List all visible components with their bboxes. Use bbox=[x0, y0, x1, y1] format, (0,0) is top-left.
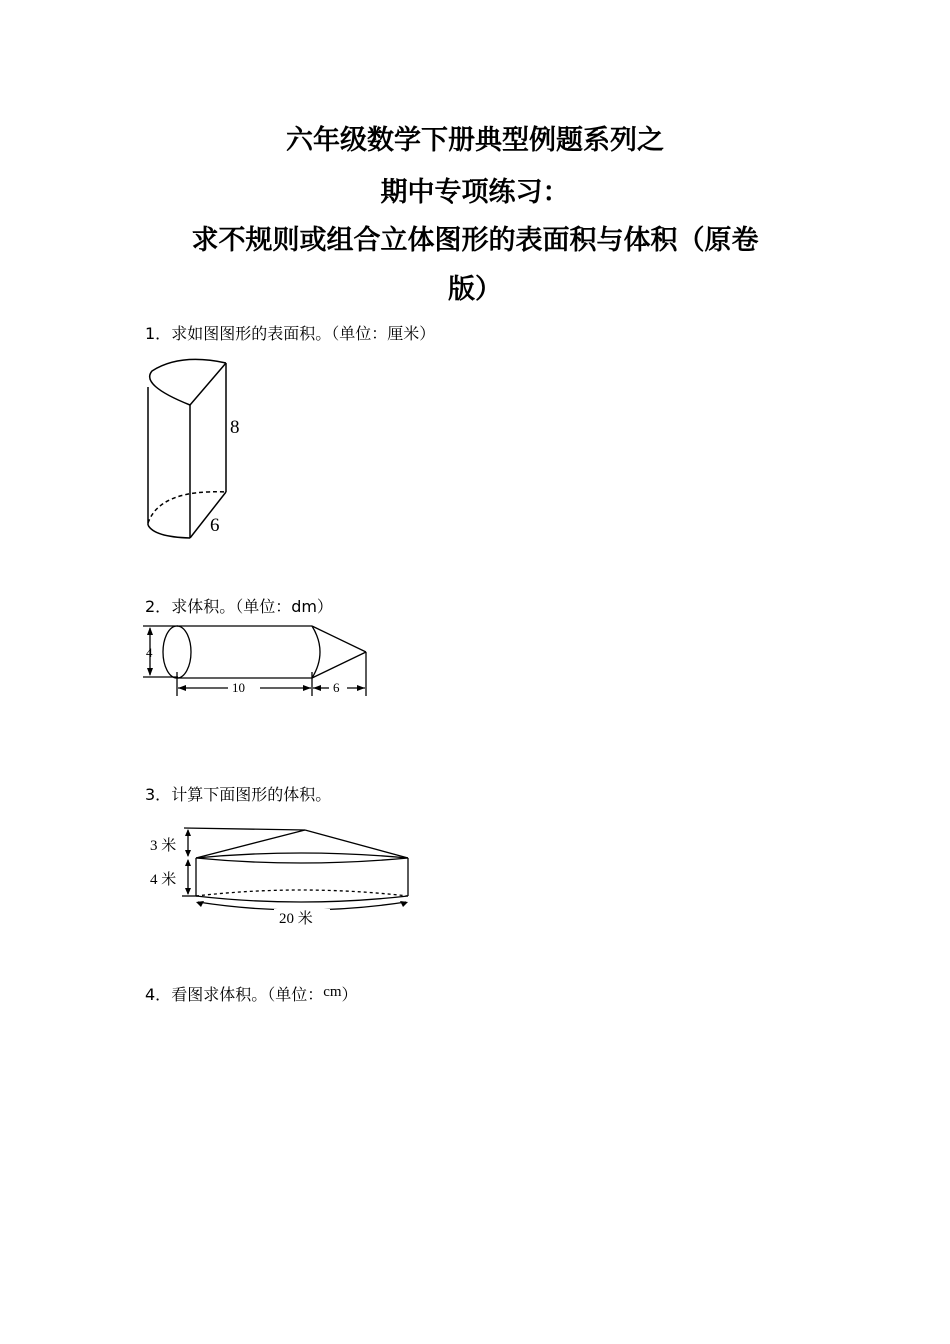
bottom-arc-front bbox=[148, 525, 190, 538]
diameter-label: 4 bbox=[146, 645, 153, 660]
cylinder-right-arc bbox=[312, 626, 320, 678]
cylinder-height-label: 4 米 bbox=[150, 872, 177, 888]
title-line-1: 六年级数学下册典型例题系列之 bbox=[286, 125, 664, 156]
arrow-up-icon bbox=[185, 829, 191, 836]
question-number: 4． bbox=[145, 985, 172, 1004]
question-close-paren: ） bbox=[341, 985, 358, 1004]
cylinder-bottom-hidden-arc bbox=[196, 890, 408, 896]
arrow-up-icon bbox=[147, 627, 153, 635]
arrow-right-icon bbox=[303, 685, 311, 691]
question-number: 2． bbox=[145, 597, 172, 616]
circumference-label: 20 米 bbox=[279, 911, 313, 927]
cylinder-bottom-front-arc bbox=[196, 896, 408, 902]
bottom-diameter bbox=[190, 492, 226, 538]
cylinder-left-face bbox=[163, 626, 191, 678]
question-text: 看图求体积。（单位： bbox=[171, 985, 324, 1004]
question-text: 求体积。（单位：dm） bbox=[171, 597, 333, 616]
cylinder-length-label: 10 bbox=[232, 680, 245, 695]
figure-half-cylinder bbox=[140, 355, 260, 550]
figure-cone-on-cylinder bbox=[140, 822, 425, 930]
arrow-right-icon bbox=[357, 685, 365, 691]
arrow-left-icon bbox=[178, 685, 186, 691]
question-4 bbox=[145, 985, 358, 1006]
circumference-dimension-arc bbox=[198, 902, 406, 910]
question-3 bbox=[145, 785, 331, 805]
arrow-right-icon bbox=[400, 901, 408, 907]
question-2 bbox=[145, 597, 333, 617]
question-number: 3． bbox=[145, 785, 172, 804]
title-line-4: 版） bbox=[448, 274, 502, 305]
question-text: 计算下面图形的体积。 bbox=[171, 785, 332, 804]
apex-extension-line bbox=[184, 828, 305, 830]
height-label: 8 bbox=[230, 417, 240, 438]
arrow-up-icon bbox=[185, 859, 191, 866]
top-arc bbox=[150, 359, 226, 405]
cone-length-label: 6 bbox=[333, 680, 340, 695]
arrow-down-icon bbox=[185, 888, 191, 895]
question-1 bbox=[145, 324, 435, 344]
figure-cylinder-cone bbox=[140, 622, 375, 702]
arrow-down-icon bbox=[185, 850, 191, 857]
arrow-left-icon bbox=[313, 685, 321, 691]
question-text: 求如图图形的表面积。（单位：厘米） bbox=[171, 324, 436, 343]
arrow-down-icon bbox=[147, 668, 153, 676]
cylinder-top-back-arc bbox=[196, 853, 408, 858]
title-line-2: 期中专项练习： bbox=[380, 177, 570, 208]
unit-text: cm bbox=[323, 984, 342, 1000]
cone-height-label: 3 米 bbox=[150, 838, 177, 854]
diameter-label: 6 bbox=[210, 515, 220, 536]
top-diameter bbox=[190, 363, 226, 405]
cylinder-top-front-arc bbox=[196, 858, 408, 863]
title-line-3: 求不规则或组合立体图形的表面积与体积（原卷 bbox=[191, 225, 759, 256]
arrow-left-icon bbox=[196, 901, 204, 907]
question-number: 1． bbox=[145, 324, 172, 343]
